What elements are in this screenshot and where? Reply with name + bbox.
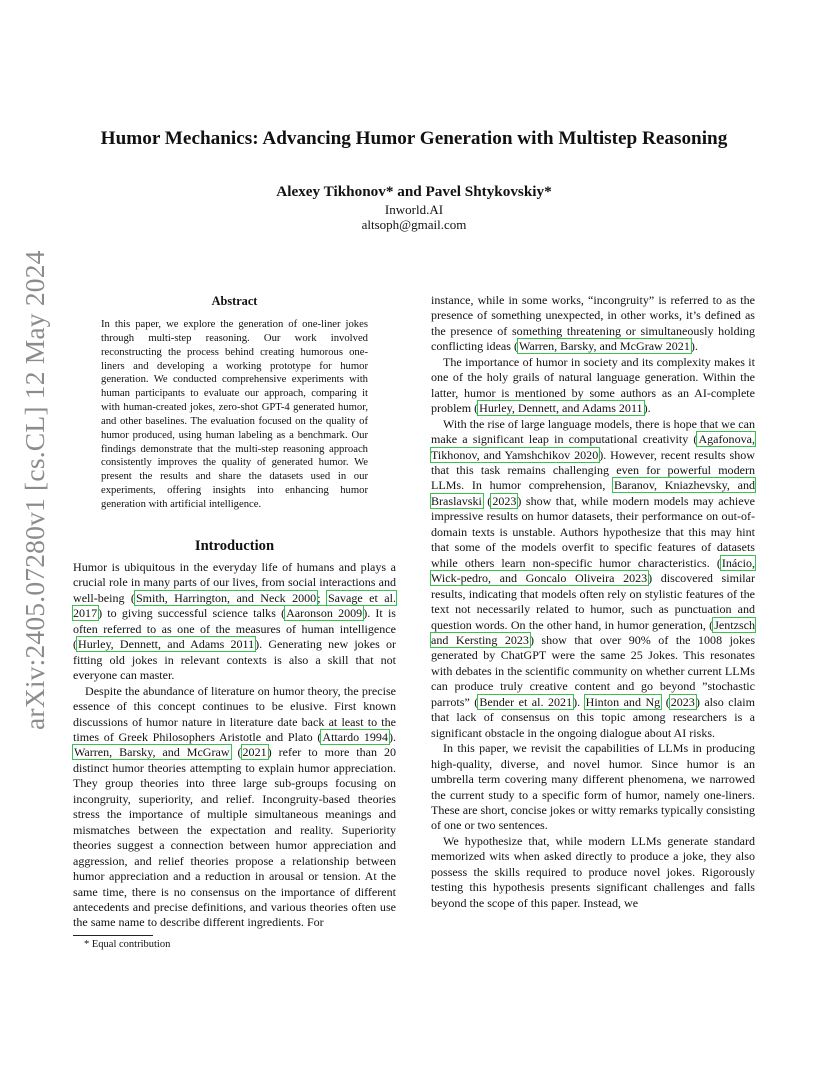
citation-link[interactable]: 2023 xyxy=(670,694,695,709)
citation-link[interactable]: Attardo 1994 xyxy=(322,729,388,744)
citation-link[interactable]: Bender et al. 2021 xyxy=(479,694,573,709)
arxiv-identifier: arXiv:2405.07280v1 [cs.CL] 12 May 2024 xyxy=(19,250,50,730)
citation-link[interactable]: Savage et al. 2017 xyxy=(73,590,396,621)
citation-link[interactable]: Inácio, Wick-pedro, and Goncalo Oliveira 2023 xyxy=(431,555,755,586)
citation-link[interactable]: Warren, Barsky, and McGraw 2021 xyxy=(518,339,690,354)
paragraph: instance, while in some works, “incongruity” is referred to as the presence of something unexpected, in other works, it’s defined as the presence of something threatening or simultaneously holding conflicting ideas (Warren, Barsky, and McGraw 2021). xyxy=(431,293,755,354)
email-address: altsoph@gmail.com xyxy=(361,217,467,232)
paper-title: Humor Mechanics: Advancing Humor Generation with Multistep Reasoning xyxy=(100,128,728,149)
citation-link[interactable]: Baranov, Kniazhevsky, and Braslavski xyxy=(431,478,755,508)
footnote-rule xyxy=(73,935,153,936)
citation-link[interactable]: Warren, Barsky, and McGraw xyxy=(74,745,230,760)
citation-link[interactable]: 2023 xyxy=(492,493,517,508)
introduction-heading: Introduction xyxy=(194,538,275,554)
citation-link[interactable]: Agafonova, Tikhonov, and Yamshchikov 2020 xyxy=(431,432,755,462)
citation-link[interactable]: 2021 xyxy=(242,745,267,760)
citation-link[interactable]: Aaronson 2009 xyxy=(286,606,363,621)
left-column xyxy=(73,560,396,931)
citation-link[interactable]: Hurley, Dennett, and Adams 2011 xyxy=(78,637,255,652)
right-column xyxy=(431,293,755,911)
paragraph: We hypothesize that, while modern LLMs generate standard memorized wits when asked directly to produce a joke, they also possess the skills required to produce novel jokes. Rigorously testing this hypothesis presents significant challenges and falls beyond the scope of this paper. Instead, we xyxy=(431,833,755,910)
paragraph: Humor is ubiquitous in the everyday life of humans and plays a crucial role in many parts of our lives, from social interactions and well-being (Smith, Harrington, and Neck 2000; Savage et al. 2017) to giving successful science talks (Aaronson 2009). It is often referred to as one of the measures of human intelligence (Hurley, Dennett, and Adams 2011). Generating new jokes or fitting old jokes in relevant contexts is also a skill that not everyone can master. xyxy=(73,560,396,683)
footnote: * Equal contribution xyxy=(84,939,171,950)
citation-link[interactable]: Smith, Harrington, and Neck 2000 xyxy=(135,590,317,605)
abstract-text: In this paper, we explore the generation of one-liner jokes through multi-step reasoning. Our work involved reconstructing the process behind creating humorous one-liners and developing a working prototype for humor generation. We conducted comprehensive experiments with human participants to evaluate our approach, comparing it with human-created jokes, zero-shot GPT-4 generated humor, and other baselines. The evaluation focused on the quality of humor produced, using human labeling as a benchmark. Our findings demonstrate that the multi-step reasoning approach consistently improves the quality of generated humor. We present the results and share the datasets used in our experiments, offering insights into enhancing humor generation with artificial intelligence. xyxy=(101,319,368,510)
author-list: Alexey Tikhonov* and Pavel Shtykovskiy* xyxy=(276,183,552,200)
paragraph: In this paper, we revisit the capabilities of LLMs in producing high-quality, diverse, and novel humor. Since humor is an umbrella term covering many different phenomena, we narrowed the current study to a specific form of humor, namely one-liners. These are short, concise jokes or witty remarks typically consisting of one or two sentences. xyxy=(431,741,755,833)
citation-link[interactable]: Hinton and Ng xyxy=(585,694,661,709)
paragraph: Despite the abundance of literature on humor theory, the precise essence of this concept continues to be elusive. First known discussions of humor nature in literature date back at least to the times of Greek Philosophers Aristotle and Plato (Attardo 1994). Warren, Barsky, and McGraw (2021) refer to more than 20 distinct humor theories attempting to explain humor appreciation. They group theories into three large sub-groups focusing on incongruity, superiority, and relief. Incongruity-based theories stress the importance of multiple simultaneous meanings and mismatches between the expectation and reality. Superiority theories suggest a connection between humor appreciation and aggression, and relief theories propose a relationship between humor appreciation and a reduction in arousal or tension. At the same time, there is no consensus on the importance of different antecedents and precise definitions, and various theories often use the same name to describe different ingredients. For xyxy=(73,683,396,930)
citation-link[interactable]: Jentzsch and Kersting 2023 xyxy=(431,617,755,647)
affiliation: Inworld.AI xyxy=(384,202,444,217)
paragraph: The importance of humor in society and its complexity makes it one of the holy grails of natural language generation. Within the latter, humor is mentioned by some authors as an AI-complete problem (Hurley, Dennett, and Adams 2011). xyxy=(431,354,755,416)
abstract-heading: Abstract xyxy=(211,294,258,308)
paragraph: With the rise of large language models, there is hope that we can make a significant leap in computational creativity (Agafonova, Tikhonov, and Yamshchikov 2020). However, recent results show that this task remains challenging even for powerful modern LLMs. In humor comprehension, Baranov, Kniazhevsky, and Braslavski (2023) show that, while modern models may achieve impressive results on humor datasets, their performance on out-of-domain texts is unstable. Authors hypothesize that this may hint that some of the models overfit to specific features of datasets while others learn non-specific humor characteristics. (Inácio, Wick-pedro, and Goncalo Oliveira 2023) discovered similar results, indicating that models often rely on stylistic features of the text not necessarily related to humor, such as punctuation and question words. On the other hand, in humor generation, (Jentzsch and Kersting 2023) show that over 90% of the 1008 jokes generated by ChatGPT were the same 25 Jokes. This resonates with debates in the scientific community on whether current LLMs can produce truly creative content and go beyond ”stochastic parrots” (Bender et al. 2021). Hinton and Ng (2023) also claim that lack of consensus on this topic among researchers is a significant obstacle in the ongoing dialogue about AI risks. xyxy=(431,416,756,740)
citation-link[interactable]: Hurley, Dennett, and Adams 2011 xyxy=(479,401,643,416)
